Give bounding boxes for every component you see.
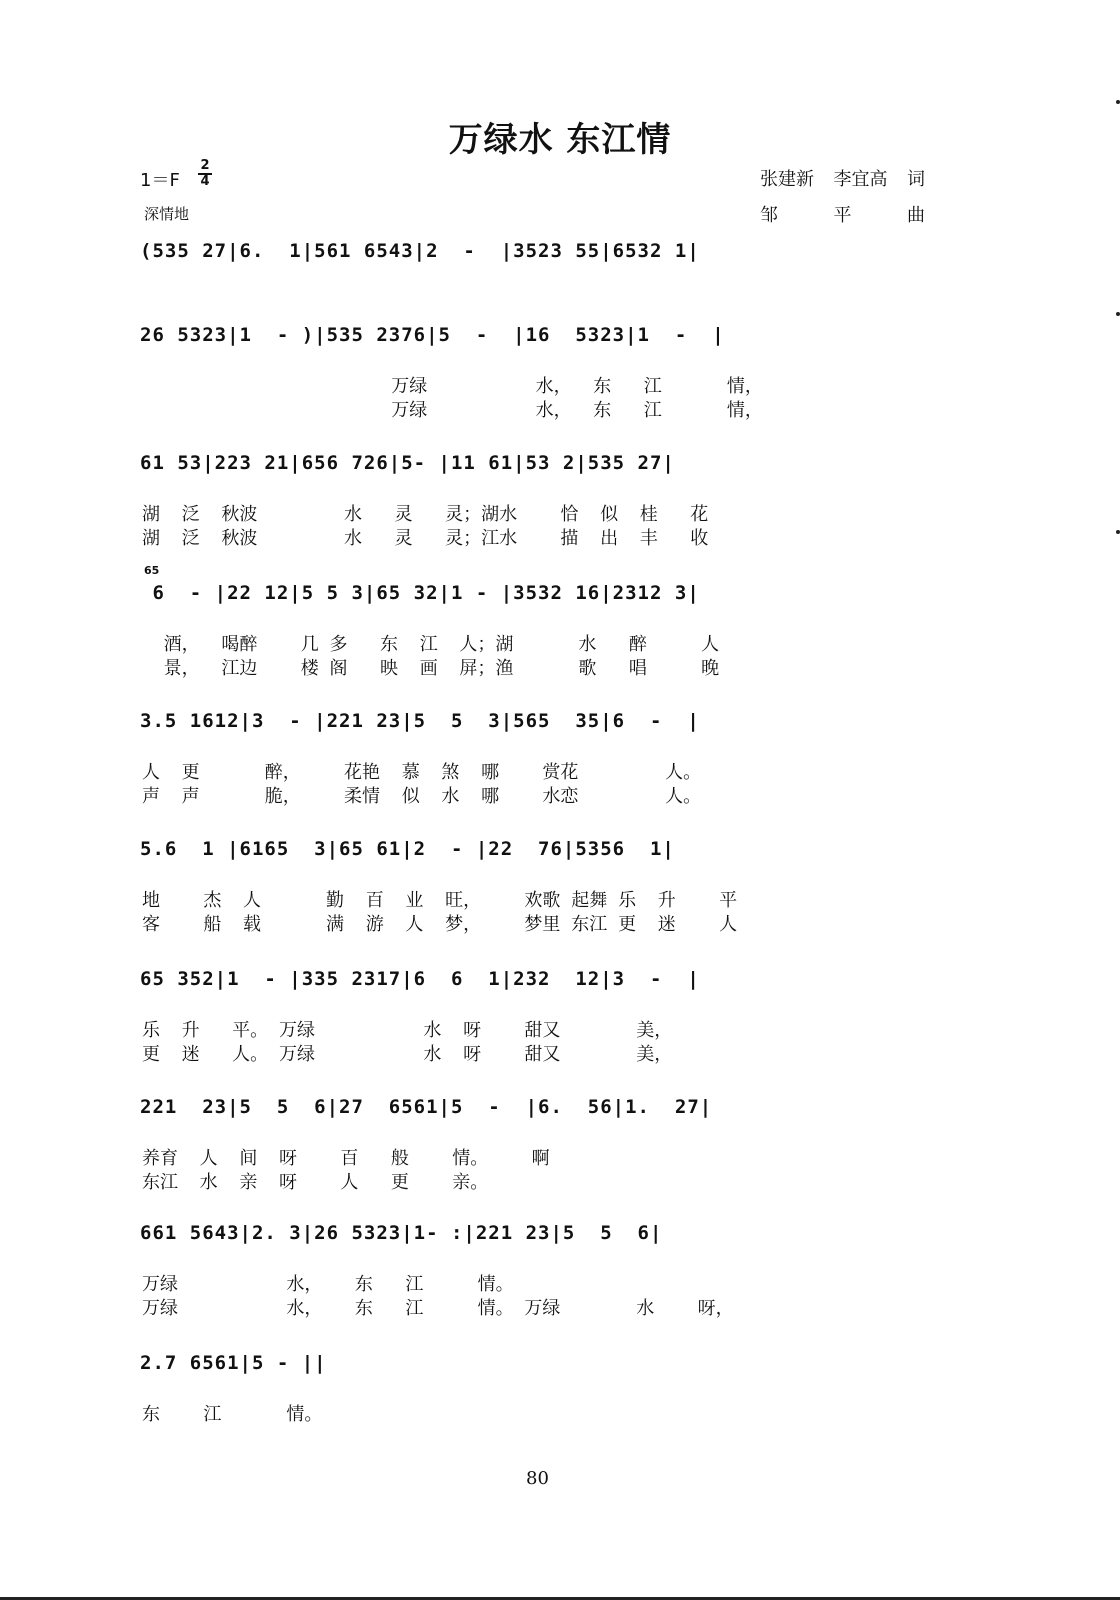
credits — [760, 165, 925, 237]
lyric-line-verse-1: 酒， 喝醉 几 多 东 江 人；湖 水 醉 人 — [142, 634, 720, 655]
lyric-line-verse-1: 万绿 水， 东 江 情。 — [142, 1274, 514, 1295]
lyricist-name-1: 张建新 — [760, 169, 814, 190]
scan-mark — [1116, 100, 1120, 104]
composer-name-1: 邹 — [760, 205, 778, 226]
lyric-line-verse-1: 人 更 醉， 花艳 慕 煞 哪 赏花 人。 — [142, 762, 702, 783]
lyric-line-verse-2: 湖 泛 秋波 水 灵 灵；江水 描 出 丰 收 — [142, 528, 709, 549]
lyricist-credit — [760, 165, 925, 201]
meter-bottom: 4 — [200, 174, 210, 189]
key-signature: 1＝F — [140, 170, 180, 191]
melody-line: 26 5323|1 - )|535 2376|5 - |16 5323|1 - | — [140, 324, 725, 346]
composer-credit — [760, 201, 925, 237]
lyric-line-verse-2: 声 声 脆， 柔情 似 水 哪 水恋 人。 — [142, 786, 702, 807]
song-title: 万绿水 东江情 — [448, 120, 672, 160]
melody-line: 65 352|1 - |335 2317|6 6 1|232 12|3 - | — [140, 968, 700, 990]
meter-top: 2 — [200, 158, 210, 173]
composer-name-2: 平 — [833, 205, 852, 226]
lyric-line-verse-2: 万绿 水， 东 江 情， — [142, 400, 763, 421]
lyric-line-verse-2: 万绿 水， 东 江 情。 万绿 水 呀， — [142, 1298, 734, 1319]
lyric-line-verse-1: 万绿 水， 东 江 情， — [142, 376, 763, 397]
melody-line: 5.6 1 |6165 3|65 61|2 - |22 76|5356 1| — [140, 838, 675, 860]
lyric-line-verse-2: 客 船 载 满 游 人 梦， 梦里 东江 更 迷 人 — [142, 914, 738, 935]
lyricist-role: 词 — [907, 169, 925, 190]
melody-line: 2.7 6561|5 - || — [140, 1352, 327, 1374]
lyricist-name-2: 李宜高 — [833, 169, 888, 190]
scan-mark — [1116, 312, 1120, 316]
composer-role: 曲 — [907, 205, 925, 226]
melody-line: (535 27|6. 1|561 6543|2 - |3523 55|6532 1| — [140, 240, 700, 262]
page-number: 80 — [526, 1468, 549, 1489]
time-signature — [198, 160, 212, 188]
lyric-line-verse-1: 乐 升 平。 万绿 水 呀 甜又 美， — [142, 1020, 673, 1041]
lyric-line-verse-1: 养育 人 间 呀 百 般 情。 啊 — [142, 1148, 550, 1169]
lyric-line-verse-1: 湖 泛 秋波 水 灵 灵；湖水 恰 似 桂 花 — [142, 504, 709, 525]
melody-line: 61 53|223 21|656 726|5- |11 61|53 2|535 27| — [140, 452, 675, 474]
melody-line: 221 23|5 5 6|27 6561|5 - |6. 56|1. 27| — [140, 1096, 713, 1118]
scan-mark — [1116, 530, 1120, 534]
lyric-line-verse-1: 东 江 情。 — [142, 1404, 323, 1425]
lyric-line-verse-2: 东江 水 亲 呀 人 更 亲。 — [142, 1172, 489, 1193]
lyric-line-verse-2: 更 迷 人。 万绿 水 呀 甜又 美， — [142, 1044, 673, 1065]
melody-line: 3.5 1612|3 - |221 23|5 5 3|565 35|6 - | — [140, 710, 700, 732]
melody-line: 661 5643|2. 3|26 5323|1- :|221 23|5 5 6| — [140, 1222, 663, 1244]
lyric-line-verse-2: 景， 江边 楼 阁 映 画 屏；渔 歌 唱 晚 — [142, 658, 720, 679]
melody-line: 6 - |22 12|5 5 3|65 32|1 - |3532 16|2312 3| — [140, 582, 700, 604]
lyric-line-verse-1: 地 杰 人 勤 百 业 旺， 欢歌 起舞 乐 升 平 — [142, 890, 738, 911]
tempo-marking: 深情地 — [144, 205, 190, 223]
grace-notes: 65 — [144, 564, 160, 577]
